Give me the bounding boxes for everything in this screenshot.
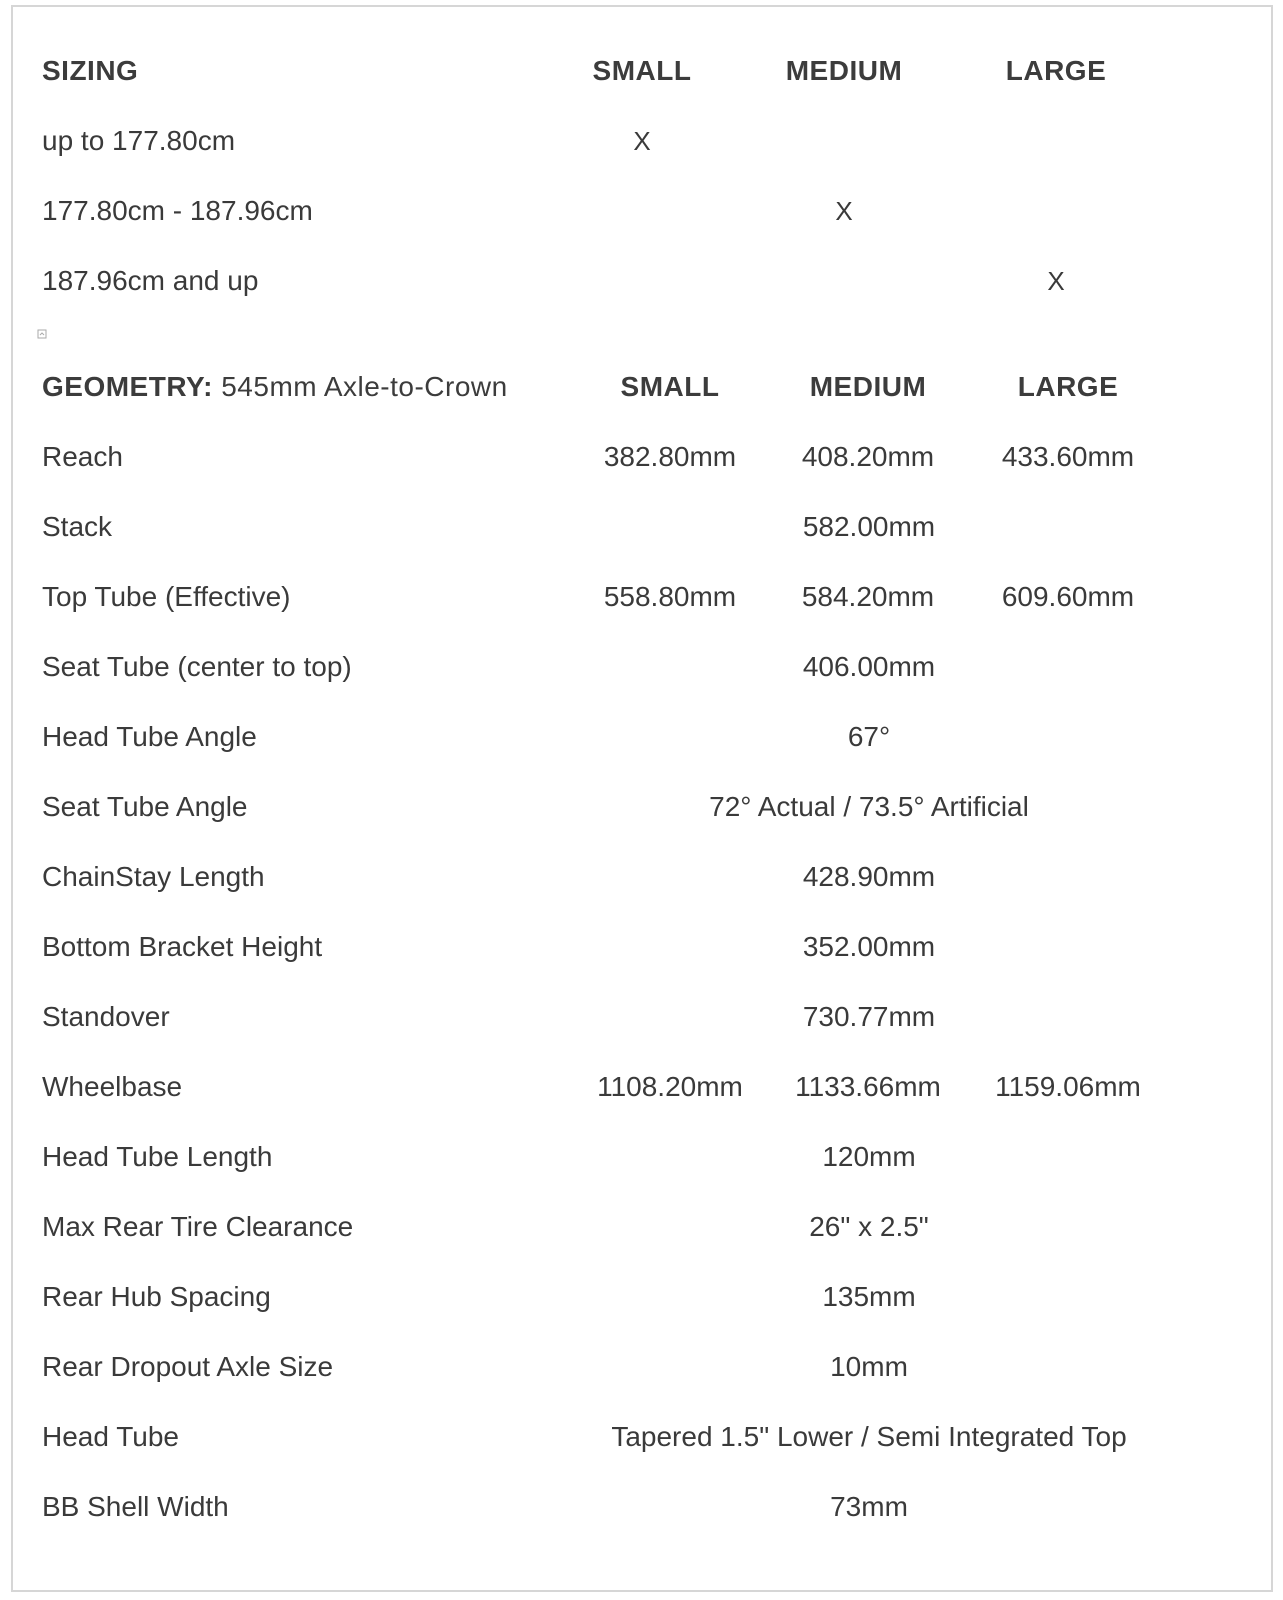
geometry-value-all: 10mm [830, 1351, 908, 1382]
geometry-row [13, 842, 1271, 912]
geometry-row [13, 492, 1271, 562]
geometry-row-label: Rear Dropout Axle Size [42, 1351, 334, 1382]
broken-image-icon [37, 329, 47, 339]
geometry-row-label: Seat Tube Angle [42, 791, 248, 822]
sizing-mark-small: X [633, 126, 651, 156]
geometry-value-large: 1159.06mm [995, 1071, 1141, 1102]
geometry-value-medium: 584.20mm [801, 581, 935, 612]
geometry-value-all: 406.00mm [802, 651, 936, 682]
sizing-mark-medium [768, 246, 920, 316]
sizing-col-medium: MEDIUM [785, 55, 903, 86]
geometry-row-label: Stack [42, 511, 113, 542]
geometry-value-small: 558.80mm [603, 581, 737, 612]
geometry-value-all: 135mm [822, 1281, 916, 1312]
geometry-value-all: 352.00mm [802, 931, 936, 962]
sizing-header-row [13, 36, 1271, 106]
geometry-row-label: Seat Tube (center to top) [42, 651, 352, 682]
geometry-header-row [13, 352, 1271, 422]
sizing-row [13, 106, 1271, 176]
spec-table [11, 5, 1273, 1592]
sizing-mark-small [566, 176, 718, 246]
geometry-row-label: Bottom Bracket Height [42, 931, 323, 962]
geometry-row-label: Rear Hub Spacing [42, 1281, 271, 1312]
sizing-mark-medium: X [835, 196, 853, 226]
geometry-row [13, 982, 1271, 1052]
geometry-value-all: 730.77mm [802, 1001, 936, 1032]
geometry-col-large: LARGE [1017, 371, 1119, 402]
sizing-title: SIZING [42, 55, 139, 86]
geometry-value-all: 67° [847, 721, 891, 752]
geometry-row-label: Head Tube Angle [42, 721, 257, 752]
geometry-value-all: 582.00mm [802, 511, 936, 542]
geometry-row [13, 1472, 1271, 1542]
geometry-row-label: Head Tube [42, 1421, 179, 1452]
geometry-title-bold: GEOMETRY: [42, 371, 213, 402]
geometry-row [13, 702, 1271, 772]
geometry-row [13, 1122, 1271, 1192]
geometry-col-small: SMALL [620, 371, 720, 402]
geometry-value-all: 428.90mm [802, 861, 936, 892]
geometry-row-label: BB Shell Width [42, 1491, 229, 1522]
sizing-row-label: 177.80cm - 187.96cm [42, 195, 313, 226]
geometry-row [13, 912, 1271, 982]
geometry-row-label: Top Tube (Effective) [42, 581, 291, 612]
geometry-row-label: Max Rear Tire Clearance [42, 1211, 354, 1242]
geometry-value-all: 120mm [822, 1141, 916, 1172]
sizing-col-small: SMALL [592, 55, 692, 86]
geometry-value-all: 26" x 2.5" [809, 1211, 929, 1242]
geometry-value-all: 73mm [830, 1491, 908, 1522]
sizing-col-large: LARGE [1005, 55, 1107, 86]
geometry-row-label: Head Tube Length [42, 1141, 273, 1172]
geometry-value-large: 609.60mm [1001, 581, 1135, 612]
geometry-title-fork: 545mm Axle-to-Crown [212, 371, 508, 402]
geometry-row [13, 1192, 1271, 1262]
sizing-row [13, 246, 1271, 316]
sizing-mark-large [980, 176, 1132, 246]
geometry-row-label: ChainStay Length [42, 861, 265, 892]
sizing-mark-small [566, 246, 718, 316]
geometry-value-large: 433.60mm [1001, 441, 1135, 472]
geometry-row [13, 772, 1271, 842]
geometry-value-all: Tapered 1.5" Lower / Semi Integrated Top [611, 1421, 1127, 1452]
sizing-row-label: up to 177.80cm [42, 125, 236, 156]
geometry-row [13, 1052, 1271, 1122]
geometry-title [42, 352, 508, 422]
geometry-row [13, 562, 1271, 632]
sizing-mark-large: X [1047, 266, 1065, 296]
geometry-value-small: 382.80mm [603, 441, 737, 472]
geometry-row [13, 1262, 1271, 1332]
geometry-row-label: Wheelbase [42, 1071, 183, 1102]
geometry-row [13, 422, 1271, 492]
geometry-value-all: 72° Actual / 73.5° Artificial [709, 791, 1029, 822]
geometry-row [13, 632, 1271, 702]
geometry-value-small: 1108.20mm [597, 1071, 743, 1102]
geometry-col-medium: MEDIUM [809, 371, 927, 402]
sizing-mark-large [980, 106, 1132, 176]
sizing-row [13, 176, 1271, 246]
geometry-row [13, 1332, 1271, 1402]
sizing-mark-medium [768, 106, 920, 176]
geometry-value-medium: 1133.66mm [795, 1071, 941, 1102]
geometry-row-label: Standover [42, 1001, 170, 1032]
sizing-row-label: 187.96cm and up [42, 265, 259, 296]
geometry-row-label: Reach [42, 441, 123, 472]
geometry-value-medium: 408.20mm [801, 441, 935, 472]
geometry-row [13, 1402, 1271, 1472]
